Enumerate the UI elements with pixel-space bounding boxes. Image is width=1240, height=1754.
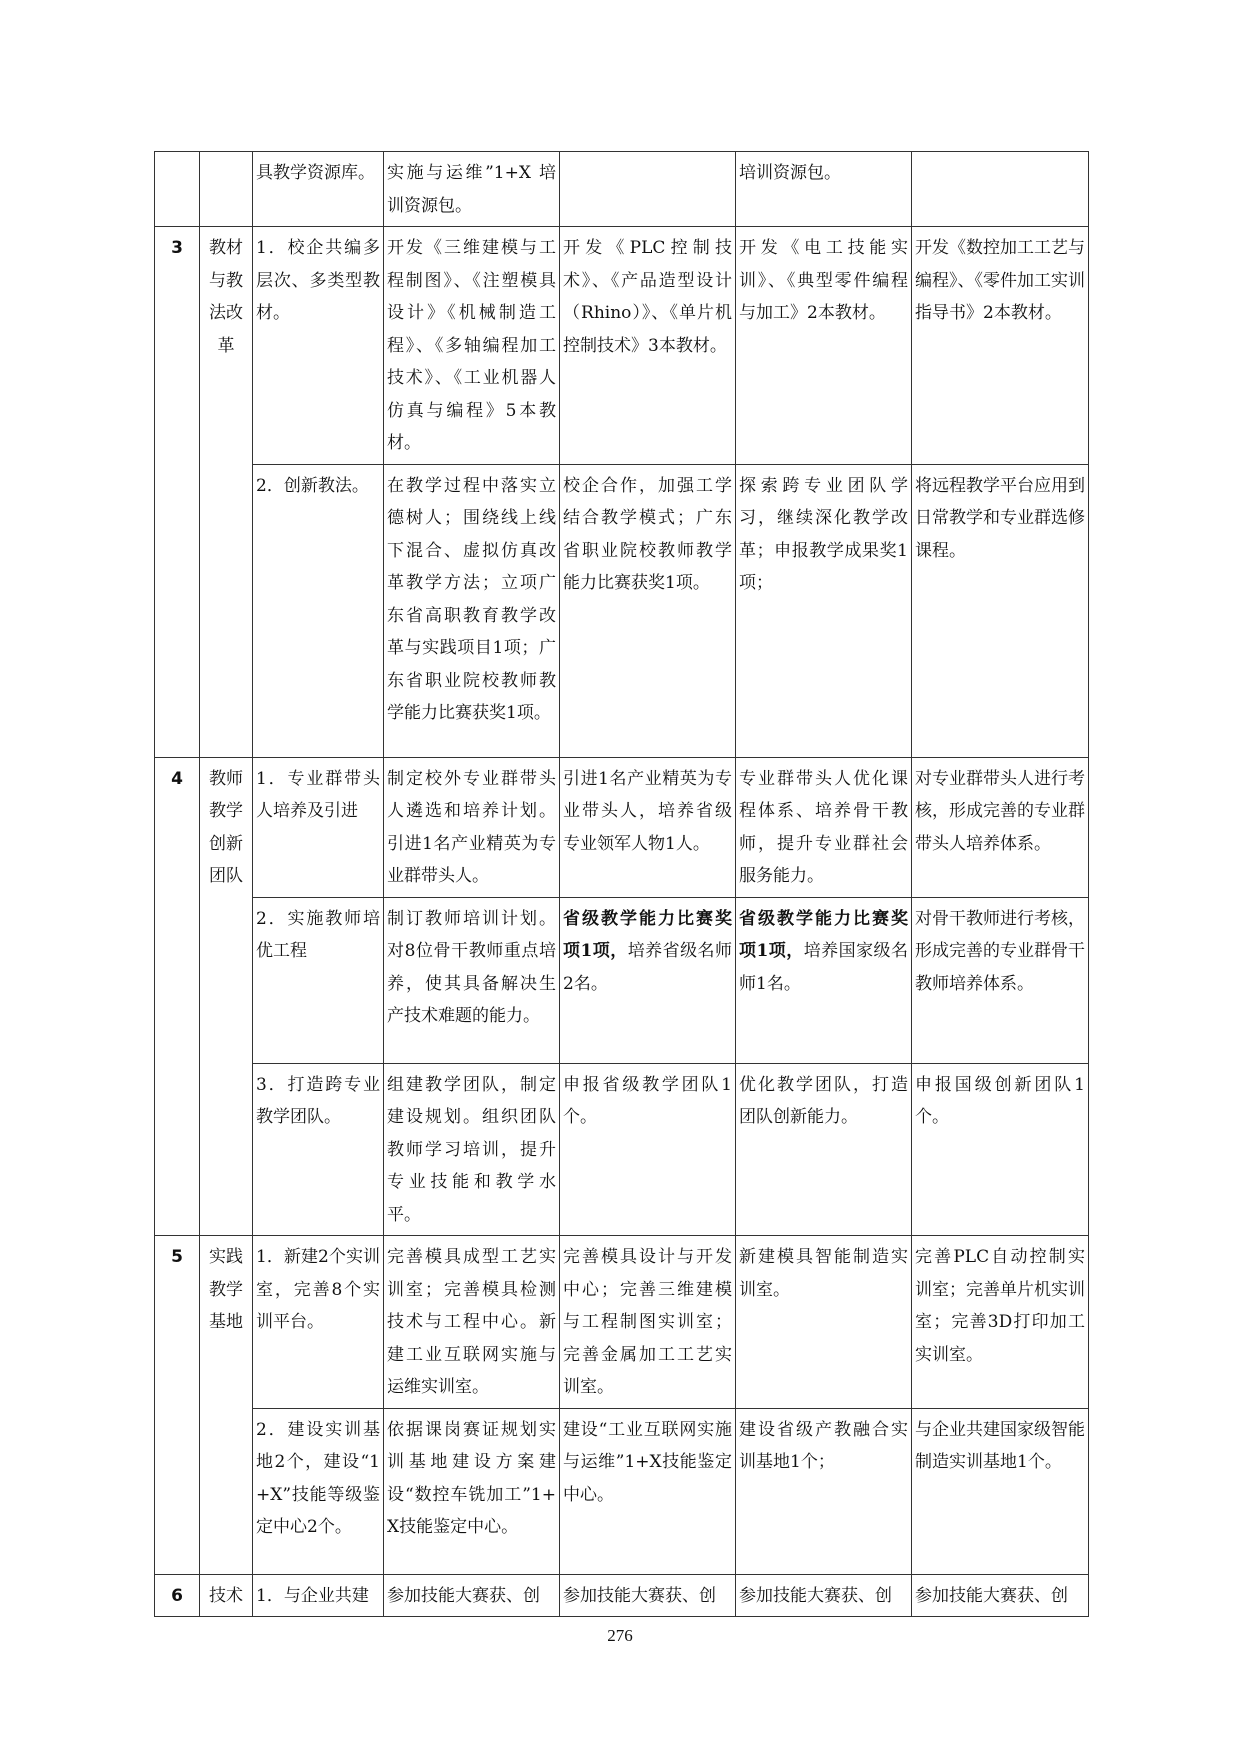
year-cell-text: 培养省级名师2名。 (563, 941, 732, 994)
year-cell: 校企合作，加强工学结合教学模式；广东省职业院校教师教学能力比赛获奖1项。 (560, 464, 736, 757)
table-row (155, 152, 1089, 227)
year-cell (736, 897, 912, 1063)
year-cell: 制订教师培训计划。对8位骨干教师重点培养，使其具备解决生产技术难题的能力。 (384, 897, 560, 1063)
row-number-cell: 5 (155, 1236, 200, 1575)
year-cell: 开发《电工技能实训》、《典型零件编程与加工》2本教材。 (736, 227, 912, 465)
task-cell: 1．专业群带头人培养及引进 (253, 757, 384, 897)
task-cell: 1．新建2个实训室，完善8个实训平台。 (253, 1236, 384, 1409)
year-cell: 建设“工业互联网实施与运维”1+X技能鉴定中心。 (560, 1408, 736, 1574)
row-number-cell: 4 (155, 757, 200, 1236)
year-cell (560, 897, 736, 1063)
year-cell: 申报国级创新团队1个。 (912, 1063, 1089, 1236)
year-cell: 探索跨专业团队学习，继续深化教学改革；申报教学成果奖1项； (736, 464, 912, 757)
year-cell: 申报省级教学团队1个。 (560, 1063, 736, 1236)
year-cell: 参加技能大赛获、创 (736, 1574, 912, 1617)
year-cell: 参加技能大赛获、创 (384, 1574, 560, 1617)
row-number-cell (155, 152, 200, 227)
page-number: 276 (607, 1626, 633, 1645)
category-cell: 实践教学基地 (200, 1236, 253, 1575)
year-cell: 专业群带头人优化课程体系、培养骨干教师，提升专业群社会服务能力。 (736, 757, 912, 897)
task-cell: 2．建设实训基地2个，建设“1+X”技能等级鉴定中心2个。 (253, 1408, 384, 1574)
table-row (155, 227, 1089, 465)
task-cell: 1．校企共编多层次、多类型教材。 (253, 227, 384, 465)
year-cell: 将远程教学平台应用到日常教学和专业群选修课程。 (912, 464, 1089, 757)
year-cell: 对骨干教师进行考核，形成完善的专业群骨干教师培养体系。 (912, 897, 1089, 1063)
year-cell: 实施与运维”1+X 培训资源包。 (384, 152, 560, 227)
year-cell: 新建模具智能制造实训室。 (736, 1236, 912, 1409)
year-cell: 完善模具设计与开发中心；完善三维建模与工程制图实训室；完善金属加工工艺实训室。 (560, 1236, 736, 1409)
category-cell (200, 152, 253, 227)
task-cell: 2．实施教师培优工程 (253, 897, 384, 1063)
table-row (155, 897, 1089, 1063)
year-cell: 制定校外专业群带头人遴选和培养计划。引进1名产业精英为专业群带头人。 (384, 757, 560, 897)
award-highlight: 省级教学能力比赛奖项1项， (563, 908, 732, 961)
year-cell: 在教学过程中落实立德树人；围绕线上线下混合、虚拟仿真改革教学方法；立项广东省高职教育教学改革与实践项目1项；广东省职业院校教师教学能力比赛获奖1项。 (384, 464, 560, 757)
year-cell: 完善模具成型工艺实训室；完善模具检测技术与工程中心。新建工业互联网实施与运维实训室。 (384, 1236, 560, 1409)
table-row (155, 757, 1089, 897)
table-row (155, 1408, 1089, 1574)
year-cell-text: 培养国家级名师1名。 (739, 941, 908, 994)
table-row (155, 1236, 1089, 1409)
year-cell: 完善PLC自动控制实训室；完善单片机实训室；完善3D打印加工实训室。 (912, 1236, 1089, 1409)
year-cell (560, 152, 736, 227)
year-cell: 与企业共建国家级智能制造实训基地1个。 (912, 1408, 1089, 1574)
table-row (155, 464, 1089, 757)
year-cell: 参加技能大赛获、创 (912, 1574, 1089, 1617)
category-cell: 教师教学创新团队 (200, 757, 253, 1236)
year-cell: 培训资源包。 (736, 152, 912, 227)
row-number-cell: 6 (155, 1574, 200, 1617)
task-cell: 2．创新教法。 (253, 464, 384, 757)
category-cell: 技术 (200, 1574, 253, 1617)
year-cell: 组建教学团队，制定建设规划。组织团队教师学习培训，提升专业技能和教学水平。 (384, 1063, 560, 1236)
task-cell: 具教学资源库。 (253, 152, 384, 227)
year-cell (912, 152, 1089, 227)
year-cell: 开发《三维建模与工程制图》、《注塑模具设计》《机械制造工程》、《多轴编程加工技术》、《工业机器人仿真与编程》5本教材。 (384, 227, 560, 465)
row-number-cell: 3 (155, 227, 200, 758)
year-cell: 依据课岗赛证规划实训基地建设方案建设“数控车铣加工”1+X技能鉴定中心。 (384, 1408, 560, 1574)
task-cell: 3．打造跨专业教学团队。 (253, 1063, 384, 1236)
year-cell: 引进1名产业精英为专业带头人，培养省级专业领军人物1人。 (560, 757, 736, 897)
year-cell: 参加技能大赛获、创 (560, 1574, 736, 1617)
year-cell: 建设省级产教融合实训基地1个； (736, 1408, 912, 1574)
construction-plan-table (154, 151, 1089, 1617)
year-cell: 开发《PLC控制技术》、《产品造型设计（Rhino）》、《单片机控制技术》3本教材。 (560, 227, 736, 465)
task-cell: 1．与企业共建 (253, 1574, 384, 1617)
year-cell: 对专业群带头人进行考核，形成完善的专业群带头人培养体系。 (912, 757, 1089, 897)
award-highlight: 省级教学能力比赛奖项1项， (739, 908, 908, 961)
year-cell: 优化教学团队，打造团队创新能力。 (736, 1063, 912, 1236)
year-cell: 开发《数控加工工艺与编程》、《零件加工实训指导书》2本教材。 (912, 227, 1089, 465)
table-row (155, 1063, 1089, 1236)
category-cell: 教材与教法改革 (200, 227, 253, 758)
table-row (155, 1574, 1089, 1617)
